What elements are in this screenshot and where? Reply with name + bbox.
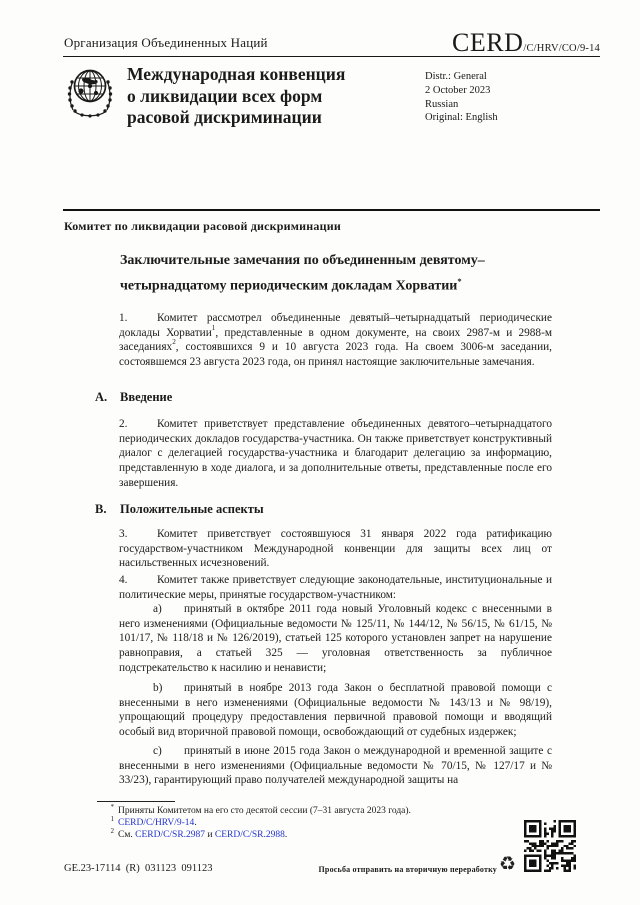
document-title-text: Заключительные замечания по объединенным девятому–четырнадцатому периодическим докладам Хорватии bbox=[120, 253, 485, 294]
paragraph-number: 1. bbox=[119, 312, 128, 324]
distr-language: Russian bbox=[425, 98, 459, 110]
section-a-heading bbox=[95, 390, 172, 405]
paragraph-text: , состоявшихся 9 и 10 августа 2023 года. На своем 3006-м заседании, состоявшемся 23 августа 2023 года, он принял настоящие заключительные замечания. bbox=[119, 341, 552, 369]
paragraph-text: , представленные в одном документе, на своих 2987-м и 2988-м заседаниях bbox=[119, 326, 552, 354]
document-link[interactable]: CERD/C/SR.2988 bbox=[214, 830, 285, 840]
footnote-marker: 1 bbox=[110, 816, 114, 823]
paragraph-3 bbox=[119, 527, 552, 571]
paragraph-number: 4. bbox=[119, 574, 128, 586]
section-title: Положительные аспекты bbox=[120, 502, 264, 516]
distribution-block bbox=[425, 70, 498, 125]
footnote-marker: 2 bbox=[110, 828, 114, 835]
document-link[interactable]: CERD/C/SR.2987 bbox=[135, 830, 206, 840]
ge-number: GE.23-17114 (R) 031123 091123 bbox=[64, 863, 213, 874]
paragraph-4 bbox=[119, 573, 552, 602]
paragraph-text: Комитет рассмотрел объединенные девятый–четырнадцатый периодические доклады Хорватии bbox=[119, 312, 552, 339]
footnote-text: . bbox=[284, 830, 288, 840]
paragraph-text: принятый в ноябре 2013 года Закон о бесплатной правовой помощи с внесенными в него изменениями (Официальные ведомости № 143/13 и № 98/19), упрощающий процедуру предоставления первичной правовой помощи и вводящий особый вид вторичной правовой помощи, освобождающий от судебных издержек; bbox=[119, 682, 552, 739]
subparagraph-letter: a) bbox=[153, 603, 162, 615]
footnote-text: См. bbox=[118, 830, 136, 840]
paragraph-1 bbox=[119, 311, 552, 370]
distr-type: Distr.: General bbox=[425, 71, 487, 82]
convention-title-line2: о ликвидации всех форм bbox=[127, 85, 323, 106]
footnote-text: Приняты Комитетом на его сто десятой сессии (7–31 августа 2023 года). bbox=[118, 806, 411, 816]
subparagraph-letter: b) bbox=[153, 682, 163, 694]
footnote-text: и bbox=[205, 830, 215, 840]
footnote-divider bbox=[97, 801, 175, 802]
recycle-icon: ♻ bbox=[499, 853, 517, 875]
paragraph-text: Комитет приветствует состоявшуюся 31 января 2022 года ратификацию государством-участником Международной конвенции для защиты всех лиц от насильственных исчезновений. bbox=[119, 528, 552, 570]
footnote-ref-1[interactable]: 1 bbox=[211, 323, 216, 332]
title-footnote-marker: * bbox=[457, 276, 462, 286]
document-symbol-main: CERD bbox=[452, 28, 524, 57]
convention-title bbox=[127, 64, 427, 129]
qr-code bbox=[524, 820, 576, 872]
document-symbol-suffix: /C/HRV/CO/9-14 bbox=[523, 43, 600, 54]
paragraph-2 bbox=[119, 417, 552, 491]
convention-title-line1: Международная конвенция bbox=[127, 64, 346, 84]
un-org-name: Организация Объединенных Наций bbox=[64, 35, 268, 50]
footnote-2 bbox=[100, 830, 540, 842]
document-title bbox=[120, 250, 544, 297]
footnote-text: . bbox=[194, 818, 197, 828]
header-divider bbox=[63, 56, 600, 57]
document-link[interactable]: CERD/C/HRV/9-14 bbox=[118, 818, 195, 828]
subparagraph-a bbox=[119, 602, 552, 676]
document-symbol bbox=[452, 28, 600, 58]
paragraph-number: 3. bbox=[119, 528, 128, 540]
footnote-marker: * bbox=[110, 804, 114, 811]
section-divider bbox=[63, 209, 600, 211]
distr-original: Original: English bbox=[425, 112, 498, 124]
section-b-heading bbox=[95, 502, 264, 517]
subparagraph-c bbox=[119, 744, 552, 788]
footnote-star bbox=[100, 806, 540, 818]
footnote-ref-2[interactable]: 2 bbox=[172, 338, 176, 347]
paragraph-number: 2. bbox=[119, 418, 128, 430]
paragraph-text: принятый в июне 2015 года Закон о международной и временной защите с внесенными в него изменениями (Официальные ведомости № 70/15, № 127/17 и № 33/23), гарантирующий право получателей международной защиты на bbox=[119, 745, 552, 787]
subparagraph-letter: c) bbox=[153, 745, 162, 757]
paragraph-text: принятый в октябре 2011 года новый Уголовный кодекс с внесенными в него изменениями (Официальные ведомости № 125/11, № 144/12, № 56/15, № 61/15, № 101/17, № 118/18 и № 126/2019), статьей 125 которого установлен запрет на нарушение равноправия, а статьей 325 — уголовная ответственность за публичное подстрекательство к насилию и ненависти; bbox=[119, 603, 552, 674]
recycle-notice: Просьба отправить на вторичную переработку bbox=[318, 865, 497, 874]
paragraph-text: Комитет также приветствует следующие законодательные, институциональные и политические меры, принятые государством-участником: bbox=[119, 574, 552, 601]
distr-date: 2 October 2023 bbox=[425, 84, 491, 96]
section-letter: B. bbox=[95, 502, 107, 516]
section-letter: A. bbox=[95, 390, 108, 404]
un-emblem-icon bbox=[65, 65, 115, 126]
convention-title-line3: расовой дискриминации bbox=[127, 107, 322, 127]
section-title: Введение bbox=[120, 390, 173, 404]
paragraph-text: Комитет приветствует представление объединенных девятого–четырнадцатого периодических докладов государства-участника. Он также приветствует конструктивный диалог с делегацией государства-участника и благодарит делегацию за информацию, представленную в ходе диалога, и за дополнительные ответы, представленные после его завершения. bbox=[119, 418, 552, 489]
committee-heading: Комитет по ликвидации расовой дискриминации bbox=[64, 219, 341, 233]
subparagraph-b bbox=[119, 681, 552, 740]
footnote-1 bbox=[100, 818, 540, 830]
